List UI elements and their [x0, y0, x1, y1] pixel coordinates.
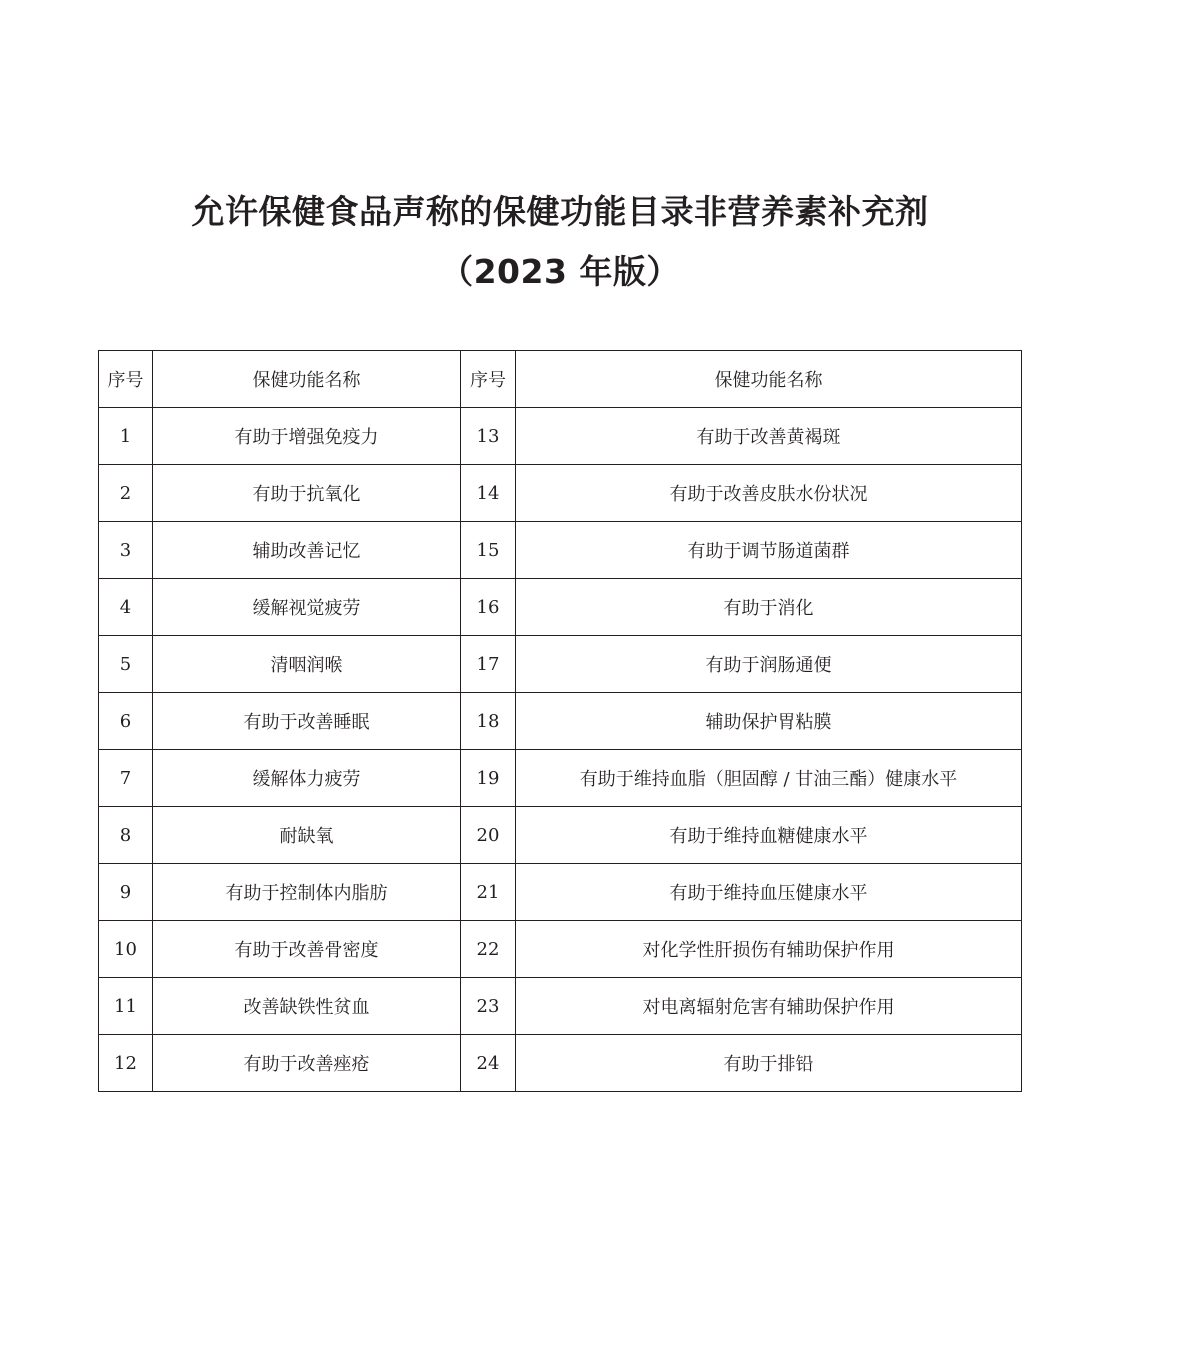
row-number-left: 3	[99, 522, 153, 579]
column-header-number-left: 序号	[99, 351, 153, 408]
function-name-right: 有助于润肠通便	[516, 636, 1022, 693]
row-number-left: 8	[99, 807, 153, 864]
row-number-left: 1	[99, 408, 153, 465]
table-row	[99, 693, 1022, 750]
table-row	[99, 408, 1022, 465]
row-number-left: 10	[99, 921, 153, 978]
row-number-right: 16	[461, 579, 516, 636]
function-name-left: 缓解视觉疲劳	[153, 579, 461, 636]
row-number-right: 19	[461, 750, 516, 807]
row-number-right: 24	[461, 1035, 516, 1092]
function-name-left: 有助于抗氧化	[153, 465, 461, 522]
health-function-catalog-table	[98, 350, 1022, 1092]
function-name-right: 有助于调节肠道菌群	[516, 522, 1022, 579]
function-name-left: 有助于控制体内脂肪	[153, 864, 461, 921]
table-body	[99, 408, 1022, 1092]
function-name-right: 有助于维持血糖健康水平	[516, 807, 1022, 864]
table-row	[99, 522, 1022, 579]
row-number-right: 23	[461, 978, 516, 1035]
function-name-right: 有助于维持血脂（胆固醇 / 甘油三酯）健康水平	[516, 750, 1022, 807]
row-number-right: 18	[461, 693, 516, 750]
table-row	[99, 921, 1022, 978]
table-row	[99, 465, 1022, 522]
row-number-right: 17	[461, 636, 516, 693]
table-row	[99, 636, 1022, 693]
row-number-left: 6	[99, 693, 153, 750]
row-number-right: 21	[461, 864, 516, 921]
function-name-left: 耐缺氧	[153, 807, 461, 864]
row-number-right: 15	[461, 522, 516, 579]
function-name-left: 辅助改善记忆	[153, 522, 461, 579]
row-number-right: 14	[461, 465, 516, 522]
function-name-right: 有助于改善黄褐斑	[516, 408, 1022, 465]
function-name-right: 辅助保护胃粘膜	[516, 693, 1022, 750]
table-row	[99, 864, 1022, 921]
page-subtitle-edition: （2023 年版）	[440, 252, 680, 291]
function-name-right: 对化学性肝损伤有辅助保护作用	[516, 921, 1022, 978]
row-number-left: 4	[99, 579, 153, 636]
table-row	[99, 978, 1022, 1035]
function-name-left: 改善缺铁性贫血	[153, 978, 461, 1035]
function-name-right: 有助于维持血压健康水平	[516, 864, 1022, 921]
row-number-left: 12	[99, 1035, 153, 1092]
function-name-left: 有助于改善睡眠	[153, 693, 461, 750]
row-number-right: 20	[461, 807, 516, 864]
function-name-left: 有助于改善骨密度	[153, 921, 461, 978]
table-header-row	[99, 351, 1022, 408]
page-title: 允许保健食品声称的保健功能目录非营养素补充剂	[191, 192, 929, 231]
column-header-number-right: 序号	[461, 351, 516, 408]
column-header-name-left: 保健功能名称	[153, 351, 461, 408]
row-number-left: 5	[99, 636, 153, 693]
table-row	[99, 807, 1022, 864]
row-number-left: 11	[99, 978, 153, 1035]
function-name-right: 有助于消化	[516, 579, 1022, 636]
function-name-right: 有助于改善皮肤水份状况	[516, 465, 1022, 522]
function-name-left: 有助于改善痤疮	[153, 1035, 461, 1092]
function-name-left: 有助于增强免疫力	[153, 408, 461, 465]
function-name-left: 缓解体力疲劳	[153, 750, 461, 807]
function-name-right: 有助于排铅	[516, 1035, 1022, 1092]
table-row	[99, 579, 1022, 636]
row-number-left: 7	[99, 750, 153, 807]
row-number-right: 13	[461, 408, 516, 465]
row-number-left: 2	[99, 465, 153, 522]
function-name-right: 对电离辐射危害有辅助保护作用	[516, 978, 1022, 1035]
table-row	[99, 750, 1022, 807]
table-row	[99, 1035, 1022, 1092]
row-number-right: 22	[461, 921, 516, 978]
column-header-name-right: 保健功能名称	[516, 351, 1022, 408]
row-number-left: 9	[99, 864, 153, 921]
function-name-left: 清咽润喉	[153, 636, 461, 693]
